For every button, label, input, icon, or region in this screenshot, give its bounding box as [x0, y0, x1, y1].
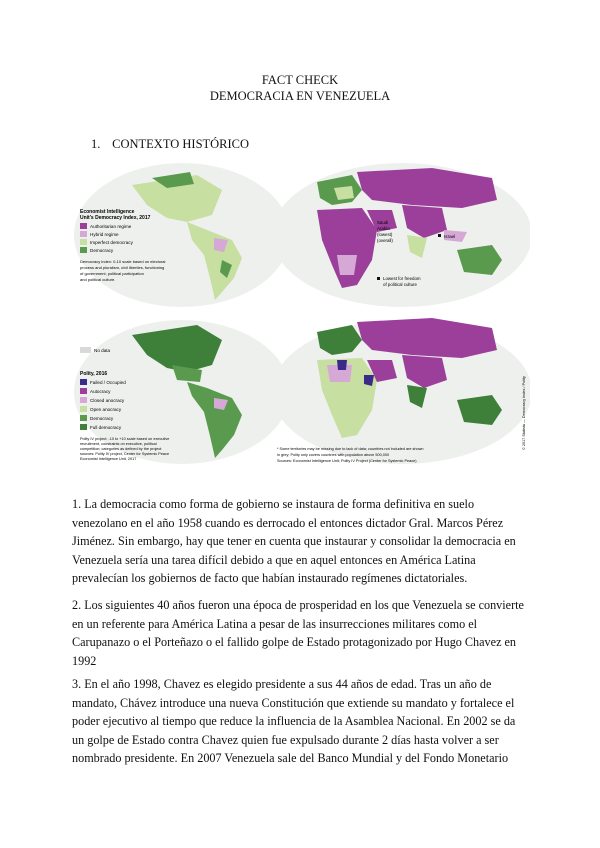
top-legend-item-2: Hybrid regime [90, 232, 119, 237]
bottom-legend-item-1: Failed / Occupied [90, 380, 126, 385]
bottom-legend-note-4: sources: Polity IV project, Center for Systemic Peace [80, 452, 170, 456]
top-legend-note-2: process and pluralism, civil liberties, functioning [80, 265, 165, 270]
paragraph-2-line: 1992 [72, 653, 97, 668]
legend-swatch [80, 239, 87, 245]
footnote-1: * Some territories may be missing due to lack of data; countries not included are shown [277, 447, 424, 451]
side-credit: © 2017 Statista — Democracy Index / Polity [522, 376, 526, 450]
bottom-legend-note-2: recruitment, constraints on executive, political [80, 442, 157, 446]
democracy-maps-figure [72, 160, 530, 478]
bottom-legend-item-4: Open anocracy [90, 407, 122, 412]
legend-swatch [80, 223, 87, 229]
paragraph-3-line: un golpe de Estado contra Chavez quien fue expulsado durante 2 días hasta volver a ser [72, 732, 499, 747]
map-bottom-libya [337, 360, 347, 370]
paragraph-1-line: venezolano en el año 1958 cuando es derrocado el entonces dictador Gral. Marcos Pérez [72, 515, 504, 530]
legend-swatch [80, 415, 87, 421]
paragraph-3-line: 3. En el año 1998, Chavez es elegido presidente a sus 44 años de edad. Tras un año de [72, 677, 492, 691]
no-data-label: No data [94, 348, 111, 353]
annotation-saudi-4: (overall) [377, 238, 393, 243]
bottom-legend-item-6: Full democracy [90, 425, 122, 430]
top-legend-title-1: Economist Intelligence [80, 209, 135, 215]
paragraph-1-line: 1. La democracia como forma de gobierno se instaura de forma definitiva en suelo [72, 497, 475, 511]
bottom-legend-item-3: Closed anocracy [90, 398, 125, 403]
legend-swatch [80, 379, 87, 385]
paragraph-2-line: 2. Los siguientes 40 años fueron una época de prosperidad en los que Venezuela se convierte [72, 598, 524, 612]
top-legend-note-3: of government, political participation [80, 271, 144, 276]
paragraph-3-line: poder ejecutivo al tiempo que reduce la influencia de la Asamblea Nacional. En 2002 se da [72, 714, 516, 729]
annotation-occupied-2: of political culture [383, 282, 417, 287]
bottom-legend-item-2: Autocracy [90, 389, 111, 394]
doc-subtitle: DEMOCRACIA EN VENEZUELA [209, 89, 391, 103]
section-title: CONTEXTO HISTÓRICO [112, 137, 250, 151]
no-data-legend [80, 347, 111, 353]
top-legend-title-2: Unit's Democracy Index, 2017 [80, 215, 151, 221]
annotation-saudi-2: Arabia [377, 226, 390, 231]
legend-swatch [80, 388, 87, 394]
paragraph-1-line: Venezuela sería una tarea difícil debido a que en aquel entonces en América Latina [72, 552, 476, 567]
legend-swatch [80, 406, 87, 412]
bottom-legend-note-3: competition; categories as defined by the project [80, 447, 162, 451]
section-number: 1. [91, 137, 101, 151]
annotation-saudi-3: (lowest) [377, 232, 393, 237]
annotation-occupied-1: Lowest for freedom [383, 276, 421, 281]
legend-swatch [80, 424, 87, 430]
paragraph-1 [72, 495, 524, 588]
paragraph-3-line: mandato, Chávez introduce una nueva Constitución que extiende su mandato y fortalece el [72, 695, 515, 710]
paragraph-2-line: en un referente para América Latina a pesar de las insurrecciones militares como el [72, 616, 478, 631]
side-credit-group [522, 376, 526, 450]
top-legend-item-3: Imperfect democracy [90, 240, 133, 245]
paragraph-1-line: Jiménez. Sin embargo, hay que tener en cuenta que instaurar y consolidar la democracia en [72, 534, 516, 549]
paragraph-3-line: nombrado presidente. En 2007 Venezuela sale del Banco Mundial y del Fondo Monetario [72, 751, 509, 766]
legend-swatch [80, 397, 87, 403]
legend-swatch [80, 247, 87, 253]
bottom-legend-title: Polity, 2016 [80, 371, 108, 377]
top-legend-note-4: and political culture. [80, 277, 116, 282]
no-data-swatch [80, 347, 91, 353]
footnote-3: Sources: Economist Intelligence Unit; Polity IV Project (Center for Systemic Peace) [277, 459, 417, 463]
map-top [74, 163, 530, 307]
bottom-legend-note-1: Polity IV project: -10 to +10 scale based on executive [80, 437, 170, 441]
doc-title: FACT CHECK [261, 73, 339, 87]
paragraph-3 [72, 675, 524, 768]
top-legend-item-4: Democracy [90, 248, 114, 253]
bottom-legend-item-5: Democracy [90, 416, 114, 421]
israel-marker [438, 234, 441, 237]
legend-swatch [80, 231, 87, 237]
bottom-legend-note-5: Economist Intelligence Unit, 2017 [80, 457, 137, 461]
annotation-israel: Israel [444, 234, 456, 239]
top-legend-item-1: Authoritarian regime [90, 224, 132, 229]
map-top-africa-south [337, 255, 357, 275]
footnote-2: in grey; Polity only covers countries with population above 500,000 [277, 453, 390, 457]
occupied-marker [377, 277, 380, 280]
top-legend-note-1: Democracy index: 0-10 scale based on electoral [80, 259, 166, 264]
paragraph-1-line: prevalecían los gobiernos de facto que habían instaurado regímenes dictatoriales. [72, 571, 468, 586]
section-heading [91, 137, 249, 152]
annotation-saudi-1: Saudi [377, 220, 389, 225]
paragraph-2 [72, 596, 524, 670]
paragraph-2-line: Carupanazo o el Porteñazo o el fallido golpe de Estado protagonizado por Hugo Chavez en [72, 635, 517, 650]
